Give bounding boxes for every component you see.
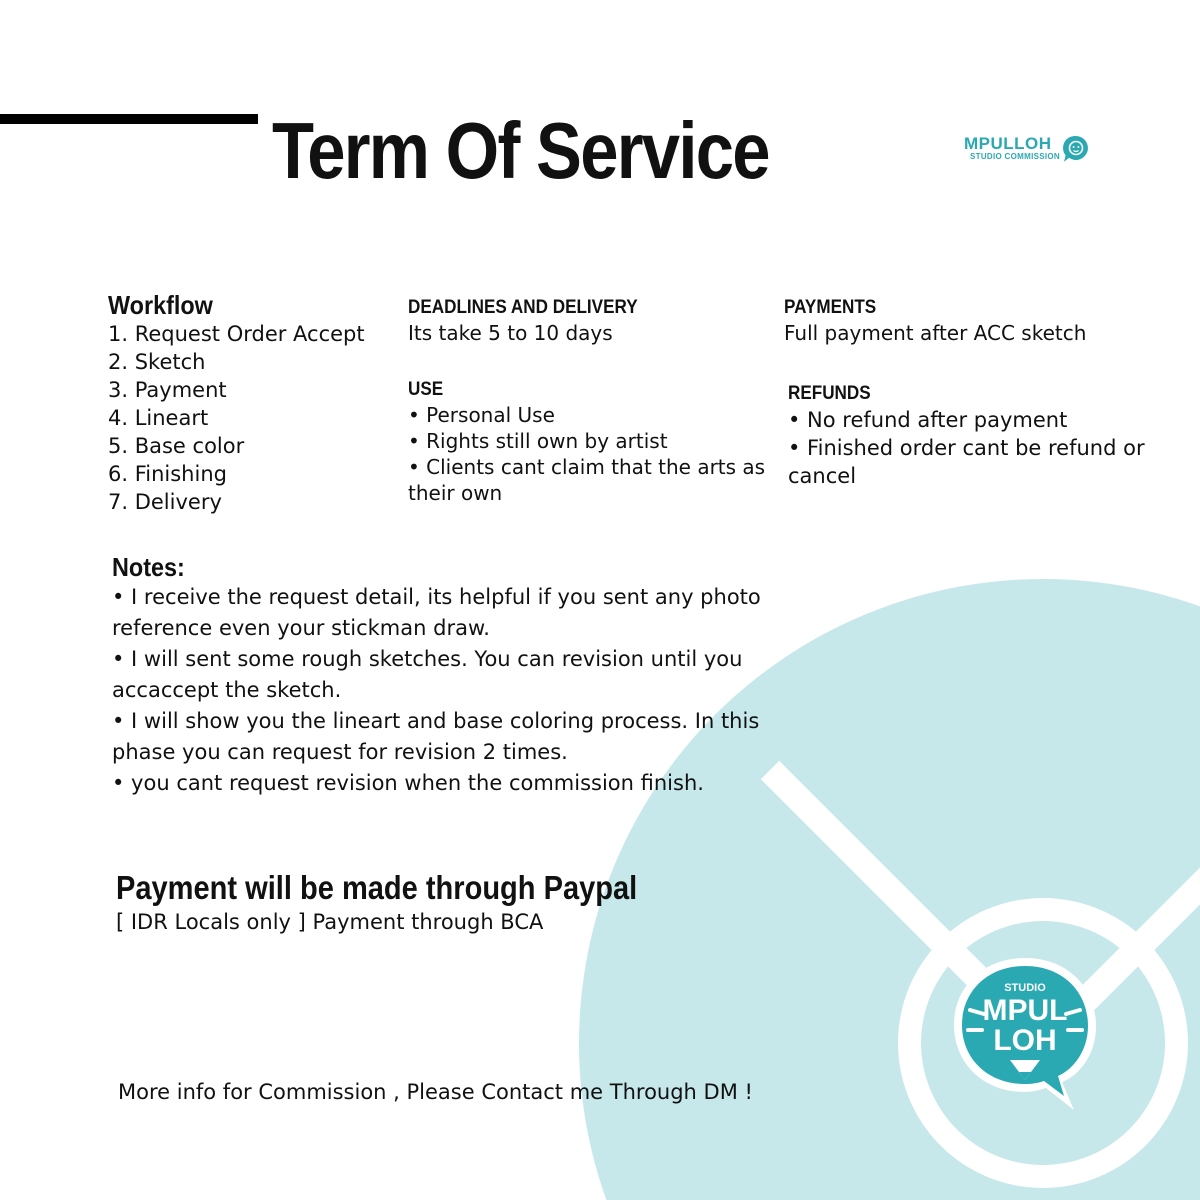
payments-section <box>784 296 1164 346</box>
refunds-list <box>788 406 1148 490</box>
refund-item: • No refund after payment <box>788 408 1068 432</box>
workflow-step: 6. Finishing <box>108 462 227 486</box>
deadlines-heading: DEADLINES AND DELIVERY <box>408 297 638 318</box>
workflow-step: 3. Payment <box>108 378 227 402</box>
page-title: Term Of Service <box>272 106 769 195</box>
use-section <box>408 378 768 506</box>
workflow-heading: Workflow <box>108 290 213 320</box>
use-item: • Rights still own by artist <box>408 429 668 453</box>
artist-face-badge-icon <box>1061 134 1091 164</box>
logo-name-line2: LOH <box>993 1024 1057 1057</box>
deadlines-text: Its take 5 to 10 days <box>408 321 613 345</box>
workflow-step: 1. Request Order Accept <box>108 322 365 346</box>
workflow-section <box>108 290 388 516</box>
logo-studio-text: STUDIO <box>1004 982 1046 994</box>
payments-heading: PAYMENTS <box>784 297 877 318</box>
payment-method-title: Payment will be made through Paypal <box>116 869 638 906</box>
payments-text: Full payment after ACC sketch <box>784 321 1087 345</box>
notes-heading: Notes: <box>112 552 185 582</box>
refunds-section <box>788 382 1148 490</box>
payment-method-subtitle: [ IDR Locals only ] Payment through BCA <box>116 910 544 934</box>
deadlines-section <box>408 296 768 346</box>
use-heading: USE <box>408 379 444 400</box>
title-rule <box>0 114 258 124</box>
use-item: • Personal Use <box>408 403 555 427</box>
workflow-step: 2. Sketch <box>108 350 206 374</box>
logo-name-line1: MPUL <box>982 994 1068 1027</box>
brand-subtitle: STUDIO COMMISSION <box>970 152 1060 161</box>
workflow-step: 4. Lineart <box>108 406 209 430</box>
note-item: • I will sent some rough sketches. You can revision until you accaccept the sketch. <box>112 647 743 702</box>
use-item: • Clients cant claim that the arts as their own <box>408 455 766 505</box>
workflow-step: 5. Base color <box>108 434 245 458</box>
notes-list <box>112 582 792 799</box>
brand-name: MPULLOH <box>964 134 1052 153</box>
notes-section <box>112 552 792 799</box>
payment-method-section <box>116 868 816 936</box>
refund-item: • Finished order cant be refund or cancel <box>788 436 1145 488</box>
use-list <box>408 402 768 506</box>
note-item: • you cant request revision when the commission finish. <box>112 771 704 795</box>
contact-footer: More info for Commission , Please Contact me Through DM ! <box>118 1080 753 1104</box>
workflow-step: 7. Delivery <box>108 490 222 514</box>
note-item: • I receive the request detail, its helpful if you sent any photo reference even your stickman draw. <box>112 585 761 640</box>
refunds-heading: REFUNDS <box>788 383 871 404</box>
brand-mark <box>964 134 1104 170</box>
workflow-steps <box>108 320 388 516</box>
studio-logo <box>950 952 1100 1114</box>
note-item: • I will show you the lineart and base coloring process. In this phase you can request for revision 2 times. <box>112 709 760 764</box>
